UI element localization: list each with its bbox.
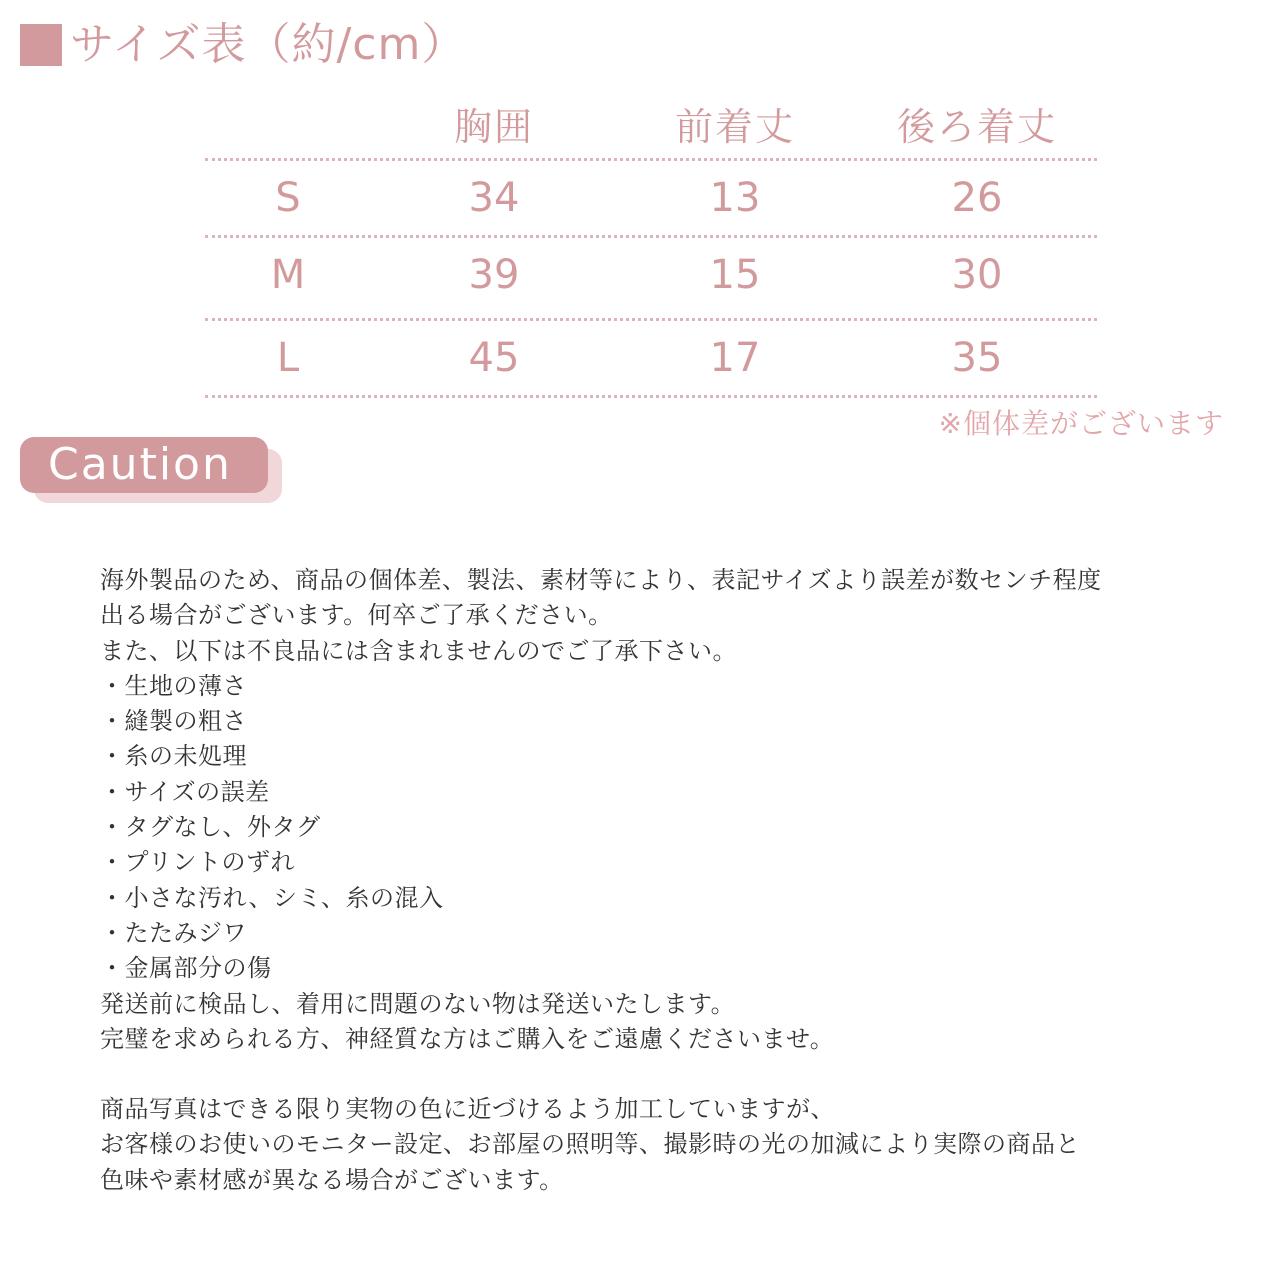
color-note-line: 商品写真はできる限り実物の色に近づけるよう加工していますが、 bbox=[100, 1095, 835, 1124]
individual-difference-note: ※個体差がございます bbox=[938, 407, 1224, 440]
square-bullet-icon bbox=[20, 24, 62, 66]
paragraph-gap bbox=[100, 1057, 1240, 1092]
caution-list-item: ・金属部分の傷 bbox=[100, 954, 272, 983]
caution-line: また、以下は不良品には含まれませんのでご了承下さい。 bbox=[100, 636, 737, 665]
chest-value: 34 bbox=[468, 175, 520, 221]
size-row-s bbox=[205, 161, 1097, 235]
caution-body bbox=[100, 563, 1240, 1198]
color-note-line: 色味や素材感が異なる場合がございます。 bbox=[100, 1165, 564, 1194]
caution-list-item: ・プリントのずれ bbox=[100, 848, 296, 877]
size-chart-heading bbox=[20, 20, 466, 70]
back-length-value: 26 bbox=[951, 175, 1003, 221]
caution-line: 出る場合がございます。何卒ご了承ください。 bbox=[100, 601, 613, 630]
caution-line: 発送前に検品し、着用に問題のない物は発送いたします。 bbox=[100, 989, 736, 1018]
size-row-l bbox=[205, 321, 1097, 395]
size-row-m bbox=[205, 238, 1097, 318]
page-title: サイズ表（約/cm） bbox=[70, 19, 467, 70]
chest-value: 45 bbox=[468, 335, 520, 381]
caution-list-item: ・小さな汚れ、シミ、糸の混入 bbox=[100, 883, 444, 912]
chest-value: 39 bbox=[468, 252, 520, 298]
size-table bbox=[205, 88, 1097, 398]
caution-line: 海外製品のため、商品の個体差、製法、素材等により、表記サイズより誤差が数センチ程度 bbox=[100, 566, 1102, 594]
color-note-line: お客様のお使いのモニター設定、お部屋の照明等、撮影時の光の加減により実際の商品と bbox=[100, 1130, 1080, 1159]
back-length-value: 30 bbox=[951, 252, 1003, 298]
column-header-front-length: 前着丈 bbox=[674, 105, 796, 149]
front-length-value: 17 bbox=[709, 335, 761, 381]
caution-list-item: ・タグなし、外タグ bbox=[100, 813, 321, 842]
caution-list-item: ・たたみジワ bbox=[100, 918, 247, 947]
caution-list-item: ・縫製の粗さ bbox=[100, 707, 247, 736]
caution-badge: Caution bbox=[20, 437, 268, 493]
front-length-value: 13 bbox=[709, 175, 761, 221]
dotted-divider bbox=[205, 395, 1097, 398]
size-label: M bbox=[270, 252, 306, 298]
column-header-back-length: 後ろ着丈 bbox=[896, 105, 1058, 149]
size-label: S bbox=[275, 175, 301, 221]
caution-line: 完璧を求められる方、神経質な方はご購入をご遠慮くださいませ。 bbox=[100, 1024, 835, 1053]
front-length-value: 15 bbox=[709, 252, 761, 298]
back-length-value: 35 bbox=[951, 335, 1003, 381]
caution-list-item: ・糸の未処理 bbox=[100, 742, 247, 771]
caution-list-item: ・サイズの誤差 bbox=[100, 777, 270, 806]
caution-badge-container bbox=[20, 437, 268, 493]
column-header-chest: 胸囲 bbox=[453, 105, 535, 149]
size-label: L bbox=[276, 335, 300, 381]
size-table-header bbox=[205, 88, 1097, 158]
caution-list-item: ・生地の薄さ bbox=[100, 671, 247, 700]
